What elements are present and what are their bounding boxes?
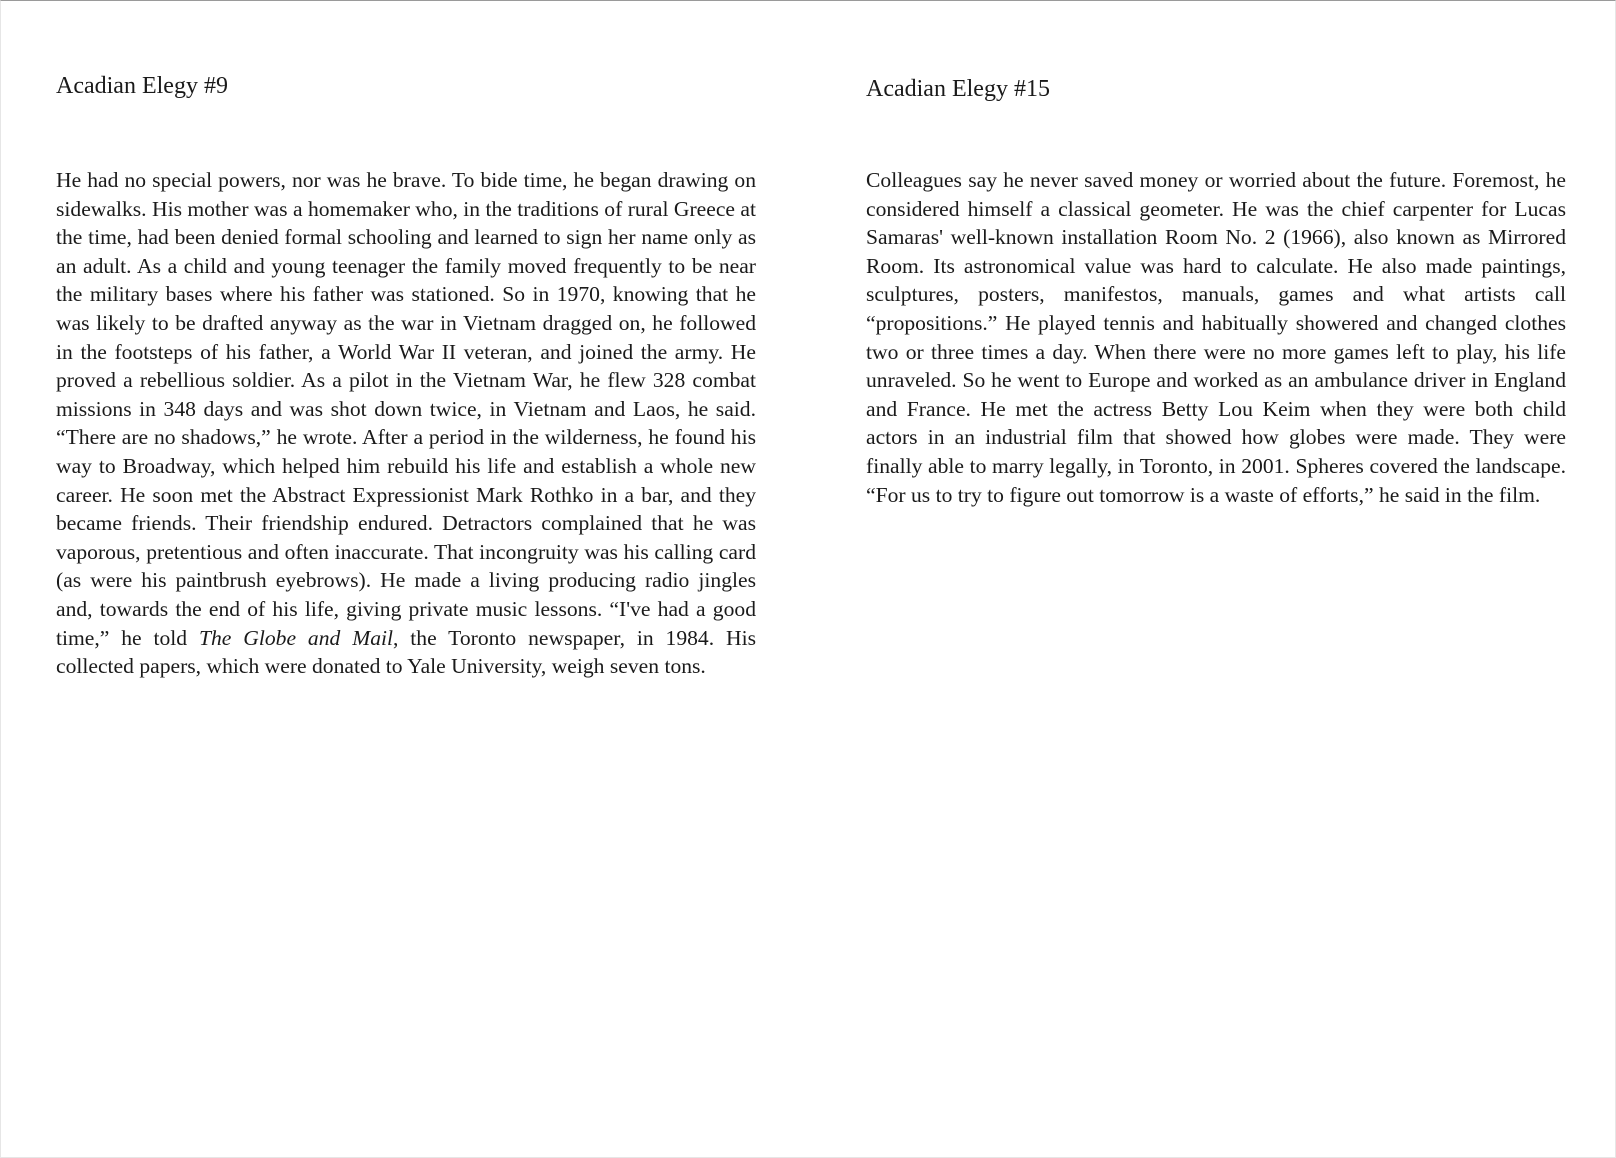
newspaper-title: The Globe and Mail <box>199 625 393 650</box>
left-page-body-ending: , the Toronto newspaper, in 1984. His collected papers, which were donated to Yale University, weigh seven tons. <box>56 625 756 679</box>
right-page-body: Colleagues say he never saved money or worried about the future. Foremost, he considered himself a classical geometer. He was the chief carpenter for Lucas Samaras' well-known installation Room No. 2 (1966), also known as Mirrored Room. Its astronomical value was hard to calculate. He also made paintings, sculptures, posters, manifestos, manuals, games and what artists call “propositions.” He played tennis and habitually showered and changed clothes two or three times a day. When there were no more games left to play, his life unraveled. So he went to Europe and worked as an ambulance driver in England and France. He met the actress Betty Lou Keim when they were both child actors in an industrial film that showed how globes were made. They were finally able to marry legally, in Toronto, in 2001. Spheres covered the landscape. “For us to try to figure out tomorrow is a waste of efforts,” he said in the film. <box>866 168 1566 507</box>
right-page-title: Acadian Elegy #15 <box>866 76 1050 102</box>
left-page-title: Acadian Elegy #9 <box>56 73 228 99</box>
left-page-body <box>56 166 756 681</box>
left-page-body-text: He had no special powers, nor was he brave. To bide time, he began drawing on sidewalks. His mother was a homemaker who, in the traditions of rural Greece at the time, had been denied formal schooling and learned to sign her name only as an adult. As a child and young teenager the family moved frequently to be near the military bases where his father was stationed. So in 1970, knowing that he was likely to be drafted anyway as the war in Vietnam dragged on, he followed in the footsteps of his father, a World War II veteran, and joined the army. He proved a rebellious soldier. As a pilot in the Vietnam War, he flew 328 combat missions in 348 days and was shot down twice, in Vietnam and Laos, he said. “There are no shadows,” he wrote. After a period in the wilderness, he found his way to Broadway, which helped him rebuild his life and establish a whole new career. He soon met the Abstract Expressionist Mark Rothko in a bar, and they became friends. Their friendship endured. Detractors complained that he was vaporous, pretentious and often inaccurate. That incongruity was his calling card (as were his paintbrush eyebrows). He made a living producing radio jingles and, towards the end of his life, giving private music lessons. “I've had a good time,” he told <box>56 168 756 650</box>
